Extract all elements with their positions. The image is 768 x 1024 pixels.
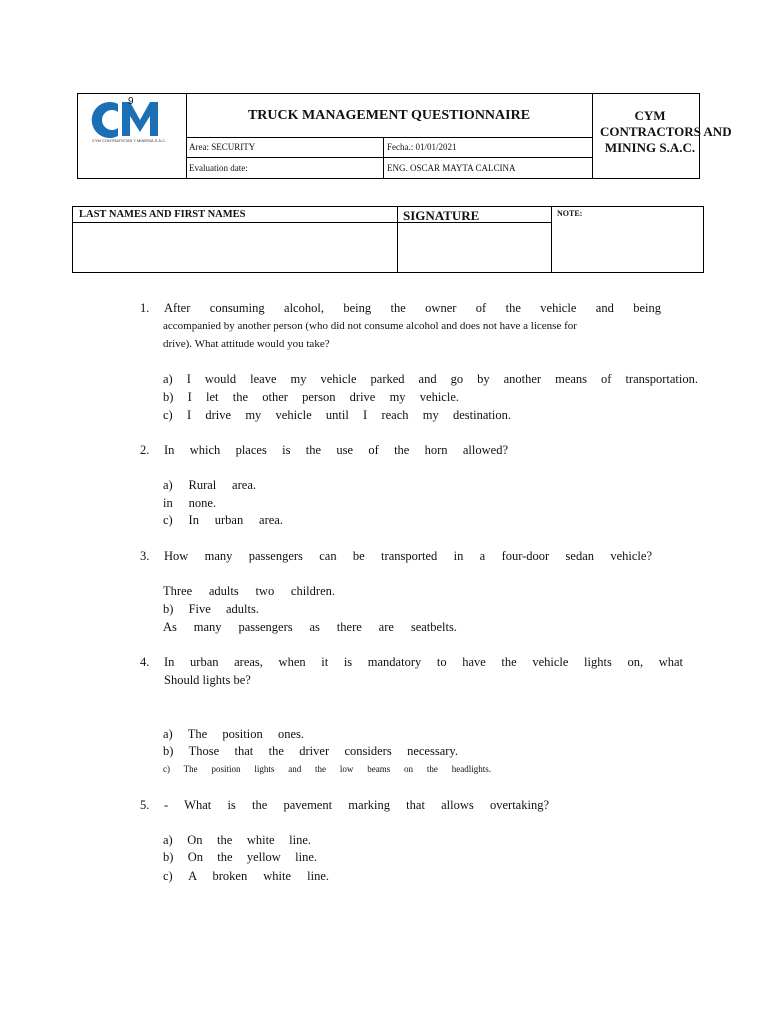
answer-option[interactable]: a) On the white line. xyxy=(163,833,311,847)
question-text: drive). What attitude would you take? xyxy=(163,338,330,350)
area-field: Area: SECURITY xyxy=(186,137,384,157)
company-logo-icon xyxy=(78,94,186,178)
document-title: TRUCK MANAGEMENT QUESTIONNAIRE xyxy=(186,94,592,138)
note-column[interactable] xyxy=(551,207,703,272)
company-line-2: CONTRACTORS AND xyxy=(600,124,732,139)
answer-option[interactable]: in none. xyxy=(163,496,216,510)
header-table xyxy=(77,93,732,179)
signature-label: SIGNATURE xyxy=(397,207,551,223)
names-label: LAST NAMES AND FIRST NAMES xyxy=(73,207,397,223)
answer-option[interactable]: b) On the yellow line. xyxy=(163,850,317,864)
question-text: - What is the pavement marking that allows overtaking? xyxy=(164,798,549,812)
question-number: 1. xyxy=(140,301,150,315)
note-label: NOTE: xyxy=(557,209,583,218)
question-text: Should lights be? xyxy=(164,673,251,687)
names-column[interactable] xyxy=(73,207,398,272)
header-row-area xyxy=(186,137,592,158)
question-text: After consuming alcohol, being the owner of the vehicle and being xyxy=(164,301,661,315)
question-number: 4. xyxy=(140,655,150,669)
question-text: accompanied by another person (who did not consume alcohol and does not have a license for xyxy=(163,320,577,332)
question-text: In urban areas, when it is mandatory to have the vehicle lights on, what xyxy=(164,655,683,669)
answer-option[interactable]: a) The position ones. xyxy=(163,727,304,741)
company-name xyxy=(600,108,732,156)
logo-cell xyxy=(78,94,187,178)
signature-column[interactable] xyxy=(397,207,552,272)
company-cell xyxy=(592,94,732,178)
question-text: How many passengers can be transported in a four-door sedan vehicle? xyxy=(164,549,652,563)
question-text: In which places is the use of the horn allowed? xyxy=(164,443,508,457)
question-number: 5. xyxy=(140,798,150,812)
svg-text:9: 9 xyxy=(128,96,134,107)
company-line-1: CYM xyxy=(634,108,666,123)
answer-option[interactable]: c) A broken white line. xyxy=(163,869,329,883)
answer-option[interactable]: b) Five adults. xyxy=(163,602,259,616)
answer-option[interactable]: a) Rural area. xyxy=(163,478,256,492)
date-field: Fecha.: 01/01/2021 xyxy=(387,142,457,152)
question-number: 3. xyxy=(140,549,150,563)
answer-option[interactable]: As many passengers as there are seatbelts. xyxy=(163,620,457,634)
header-row-evaluation xyxy=(186,157,592,178)
company-line-3: MINING S.A.C. xyxy=(604,140,696,155)
answer-option[interactable]: Three adults two children. xyxy=(163,584,335,598)
header-middle xyxy=(186,94,593,178)
answer-option[interactable]: c) In urban area. xyxy=(163,513,283,527)
answer-option[interactable]: b) Those that the driver considers necessary. xyxy=(163,744,458,758)
answer-option[interactable]: a) I would leave my vehicle parked and go by another means of transportation. xyxy=(163,372,698,386)
answer-option[interactable]: c) The position lights and the low beams on the headlights. xyxy=(163,764,491,774)
question-number: 2. xyxy=(140,443,150,457)
evaluation-date-field: Evaluation date: xyxy=(186,157,384,178)
student-info-table xyxy=(72,206,704,273)
logo-text: CYM CONTRATISTAS Y MINERIA S.A.C. xyxy=(92,138,167,143)
evaluator-field: ENG. OSCAR MAYTA CALCINA xyxy=(387,162,516,173)
answer-option[interactable]: c) I drive my vehicle until I reach my destination. xyxy=(163,408,511,422)
answer-option[interactable]: b) I let the other person drive my vehicle. xyxy=(163,390,459,404)
